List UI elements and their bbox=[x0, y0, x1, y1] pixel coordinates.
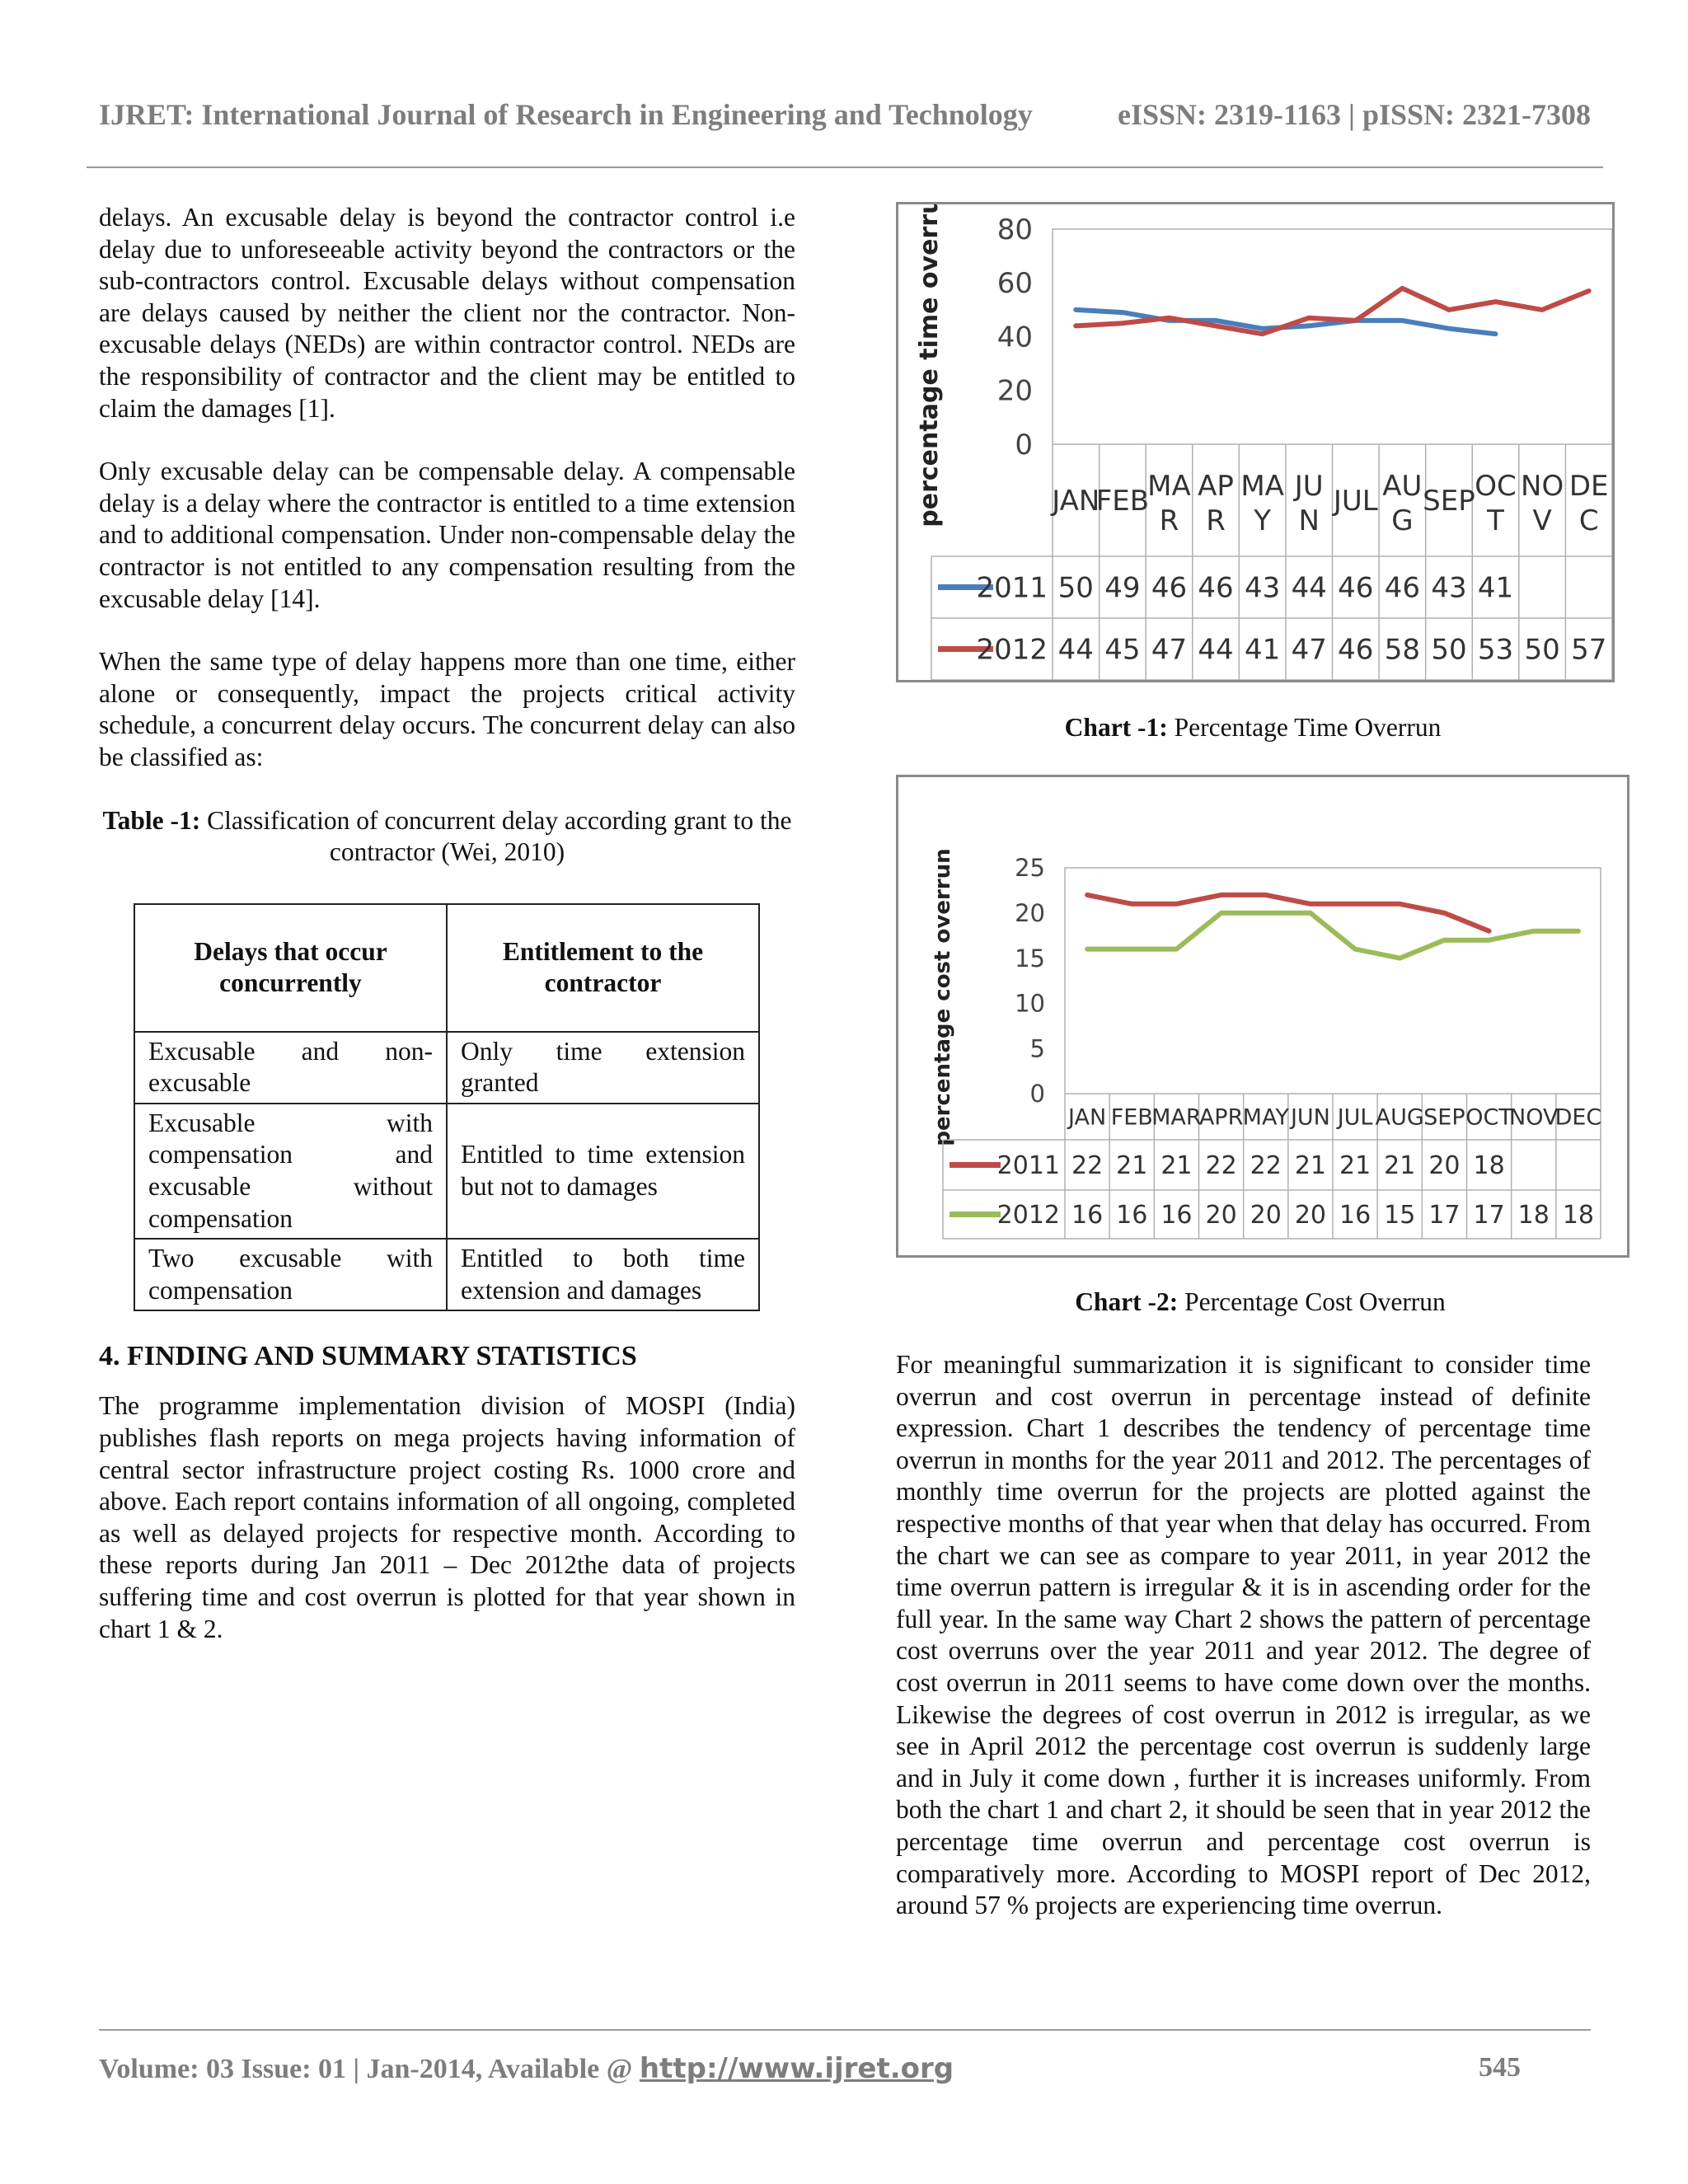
data-table-value: 47 bbox=[1291, 633, 1327, 667]
data-table-value: 50 bbox=[1431, 633, 1467, 667]
footer-volume-text: Volume: 03 Issue: 01 | Jan-2014, Available @ bbox=[99, 2054, 640, 2084]
header-divider bbox=[87, 166, 1603, 168]
category-label: FEB bbox=[1110, 1104, 1153, 1131]
data-table-value: 16 bbox=[1160, 1201, 1193, 1230]
category-label: DEC bbox=[1554, 1104, 1602, 1131]
journal-url-link[interactable]: http://www.ijret.org bbox=[639, 2052, 954, 2085]
category-label: JUL bbox=[1333, 484, 1378, 518]
data-table-value: 20 bbox=[1294, 1201, 1327, 1230]
category-label: SEP bbox=[1423, 1104, 1465, 1131]
y-axis-title: percentage cost overrun bbox=[931, 848, 955, 1146]
y-tick-label: 60 bbox=[996, 267, 1033, 301]
category-label: V bbox=[1532, 504, 1552, 537]
table-cell: Two excusable with compensation bbox=[134, 1239, 447, 1310]
category-label: MAY bbox=[1242, 1104, 1289, 1131]
category-label: T bbox=[1487, 504, 1504, 537]
y-tick-label: 40 bbox=[996, 321, 1033, 354]
data-table-value: 53 bbox=[1477, 633, 1514, 667]
paragraph-excusable-delay: delays. An excusable delay is beyond the contractor control i.e delay due to unforeseeable activity beyond the contractors or the sub-contractors control. Excusable delays without compensation are delays caused by neither the client nor the contractor. Non-excusable delays (NEDs) are within contractor control. NEDs are the responsibility of contractor and the client may be entitled to claim the damages [1]. bbox=[99, 203, 795, 423]
table-caption-label: Table -1: bbox=[102, 805, 201, 835]
category-label: NOV bbox=[1509, 1104, 1559, 1131]
data-table-value: 47 bbox=[1151, 633, 1188, 667]
data-table-value: 17 bbox=[1428, 1201, 1461, 1230]
issn-text: eISSN: 2319-1163 | pISSN: 2321-7308 bbox=[1118, 98, 1591, 131]
legend-label-2011: 2011 bbox=[996, 1151, 1060, 1180]
table-cell: Entitled to time extension but not to damages bbox=[447, 1104, 759, 1239]
table-header-cell: Entitlement to the contractor bbox=[447, 904, 759, 1032]
data-table-value: 50 bbox=[1057, 571, 1094, 605]
category-label: JAN bbox=[1052, 484, 1100, 518]
y-tick-label: 5 bbox=[1029, 1034, 1045, 1063]
category-label: SEP bbox=[1423, 484, 1475, 518]
category-label: AU bbox=[1382, 470, 1423, 503]
data-table-value: 43 bbox=[1431, 571, 1467, 605]
data-table-value: 43 bbox=[1244, 571, 1281, 605]
data-table-value: 46 bbox=[1338, 633, 1374, 667]
chart-2-caption bbox=[896, 1287, 1625, 1317]
footer-volume bbox=[99, 2052, 954, 2085]
data-table-value: 22 bbox=[1205, 1151, 1237, 1180]
legend-label-2012: 2012 bbox=[976, 633, 1048, 667]
table-cell: Entitled to both time extension and damages bbox=[447, 1239, 759, 1310]
data-table-value: 21 bbox=[1160, 1151, 1193, 1180]
data-table-value: 20 bbox=[1205, 1201, 1237, 1230]
data-table-value: 22 bbox=[1071, 1151, 1104, 1180]
data-table-value: 46 bbox=[1384, 571, 1421, 605]
data-table-value: 46 bbox=[1198, 571, 1234, 605]
data-table-value: 50 bbox=[1524, 633, 1560, 667]
table-row bbox=[134, 1032, 759, 1104]
data-table-value: 18 bbox=[1517, 1201, 1550, 1230]
category-label: R bbox=[1159, 504, 1179, 537]
plot-area bbox=[1053, 229, 1612, 444]
table-header-cell: Delays that occur concurrently bbox=[134, 904, 447, 1032]
category-label: OCT bbox=[1465, 1104, 1512, 1131]
chart-2-frame bbox=[896, 775, 1629, 1258]
category-label: APR bbox=[1198, 1104, 1244, 1131]
y-tick-label: 20 bbox=[1015, 898, 1045, 927]
category-label: JUL bbox=[1337, 1104, 1373, 1131]
category-label: OC bbox=[1475, 470, 1517, 503]
data-table-value: 57 bbox=[1571, 633, 1607, 667]
journal-title: IJRET: International Journal of Research in Engineering and Technology bbox=[99, 98, 1033, 131]
category-label: G bbox=[1391, 504, 1414, 537]
data-table-value: 46 bbox=[1151, 571, 1188, 605]
data-table-value: 20 bbox=[1250, 1201, 1282, 1230]
page-number: 545 bbox=[1479, 2052, 1521, 2083]
data-table-value: 41 bbox=[1477, 571, 1514, 605]
data-table-value: 20 bbox=[1428, 1151, 1461, 1180]
data-table-value: 46 bbox=[1338, 571, 1374, 605]
y-axis-title: percentage time overrun bbox=[915, 204, 944, 527]
category-label: JAN bbox=[1068, 1104, 1107, 1131]
data-table-value: 21 bbox=[1294, 1151, 1327, 1180]
data-table-value: 44 bbox=[1198, 633, 1234, 667]
right-column-text bbox=[896, 1349, 1591, 1953]
chart-1-caption bbox=[896, 713, 1610, 743]
left-column bbox=[99, 202, 795, 1676]
series-line-2012 bbox=[1087, 913, 1578, 958]
legend-label-2011: 2011 bbox=[976, 571, 1048, 605]
category-label: MAR bbox=[1151, 1104, 1202, 1131]
data-table-value: 44 bbox=[1057, 633, 1094, 667]
paragraph-compensable-delay: Only excusable delay can be compensable delay. A compensable delay is a delay where the contractor is entitled to a time extension and to additional compensation. Under non-compensable delay the contractor is not entitled to any compensation resulting from the excusable delay [14]. bbox=[99, 457, 795, 613]
data-table-value: 18 bbox=[1473, 1151, 1505, 1180]
data-table-value: 16 bbox=[1071, 1201, 1104, 1230]
data-table-value: 49 bbox=[1104, 571, 1141, 605]
category-label: AUG bbox=[1375, 1104, 1424, 1131]
chart-1-caption-text: Percentage Time Overrun bbox=[1174, 713, 1442, 742]
chart-2-caption-label: Chart -2: bbox=[1075, 1287, 1179, 1316]
y-tick-label: 25 bbox=[1015, 854, 1045, 883]
data-table-value: 16 bbox=[1116, 1201, 1148, 1230]
data-table-value: 58 bbox=[1384, 633, 1421, 667]
data-table-value: 21 bbox=[1384, 1151, 1416, 1180]
data-table-value: 44 bbox=[1291, 571, 1327, 605]
table-cell: Excusable and non-excusable bbox=[134, 1032, 447, 1104]
y-tick-label: 0 bbox=[1015, 428, 1033, 462]
category-label: JUN bbox=[1290, 1104, 1330, 1131]
category-label: MA bbox=[1147, 470, 1191, 503]
table-row bbox=[134, 1104, 759, 1239]
table-cell: Excusable with compensation and excusable without compensation bbox=[134, 1104, 447, 1239]
chart-2-caption-text: Percentage Cost Overrun bbox=[1184, 1287, 1446, 1316]
table-header-row bbox=[134, 904, 759, 1032]
y-tick-label: 15 bbox=[1015, 944, 1045, 972]
paragraph-mospi-reports: The programme implementation division of MOSPI (India) publishes flash reports on mega projects having information of central sector infrastructure project costing Rs. 1000 crore and above. Each report contains information of all ongoing, completed as well as delayed projects for respective month. According to these reports during Jan 2011 – Dec 2012the data of projects suffering time and cost overrun is plotted for that year shown in chart 1 & 2. bbox=[99, 1391, 795, 1643]
series-line-2012 bbox=[1076, 288, 1588, 334]
category-label: N bbox=[1298, 504, 1320, 537]
page-header bbox=[99, 97, 1591, 132]
table-caption-text: Classification of concurrent delay according grant to the contractor (Wei, 2010) bbox=[207, 805, 792, 867]
data-table-value: 18 bbox=[1562, 1201, 1595, 1230]
table-cell: Only time extension granted bbox=[447, 1032, 759, 1104]
category-label: AP bbox=[1198, 470, 1234, 503]
section-heading: 4. FINDING AND SUMMARY STATISTICS bbox=[99, 1341, 637, 1372]
chart-1-frame bbox=[896, 202, 1615, 682]
category-label: DE bbox=[1568, 470, 1609, 503]
data-table-value: 41 bbox=[1244, 633, 1281, 667]
legend-label-2012: 2012 bbox=[996, 1201, 1060, 1230]
data-table-value: 21 bbox=[1116, 1151, 1148, 1180]
data-table-value: 16 bbox=[1339, 1201, 1372, 1230]
category-label: Y bbox=[1254, 504, 1272, 537]
table-row bbox=[134, 1239, 759, 1310]
chart-1-caption-label: Chart -1: bbox=[1064, 713, 1168, 742]
paragraph-concurrent-delay: When the same type of delay happens more than one time, either alone or consequently, impact the projects critical activity schedule, a concurrent delay occurs. The concurrent delay can also be classified as: bbox=[99, 647, 795, 771]
data-table-value: 21 bbox=[1339, 1151, 1372, 1180]
data-table-value: 17 bbox=[1473, 1201, 1505, 1230]
concurrent-delay-table bbox=[134, 903, 760, 1312]
data-table-value: 15 bbox=[1384, 1201, 1416, 1230]
y-tick-label: 0 bbox=[1029, 1080, 1045, 1108]
chart-time-overrun bbox=[898, 204, 1612, 680]
y-tick-label: 80 bbox=[996, 213, 1033, 246]
footer-divider bbox=[99, 2029, 1591, 2031]
category-label: NO bbox=[1521, 470, 1564, 503]
page-footer bbox=[99, 2052, 1521, 2085]
category-label: MA bbox=[1240, 470, 1284, 503]
category-label: FEB bbox=[1095, 484, 1150, 518]
data-table-value: 22 bbox=[1250, 1151, 1282, 1180]
chart-cost-overrun bbox=[898, 777, 1627, 1255]
y-tick-label: 20 bbox=[996, 374, 1033, 408]
y-tick-label: 10 bbox=[1015, 989, 1045, 1018]
data-table-value: 45 bbox=[1104, 633, 1141, 667]
category-label: R bbox=[1206, 504, 1226, 537]
category-label: C bbox=[1578, 504, 1599, 537]
paragraph-chart-discussion: For meaningful summarization it is significant to consider time overrun and cost overrun in percentage instead of definite expression. Chart 1 describes the tendency of percentage time overrun in months for the year 2011 and 2012. The percentages of monthly time overrun for the projects are plotted against the respective months of that year when that delay has occurred. From the chart we can see as compare to year 2011, in year 2012 the time overrun pattern is irregular & it is in ascending order for the full year. In the same way Chart 2 shows the pattern of percentage cost overruns over the year 2011 and year 2012. The degree of cost overrun in 2011 seems to have come down over the months. Likewise the degrees of cost overrun in 2012 is irregular, as we see in April 2012 the percentage cost overrun is suddenly large and in July it come down , further it is increases uniformly. From both the chart 1 and chart 2, it should be seen that in year 2012 the percentage time overrun and percentage cost overrun is comparatively more. According to MOSPI report of Dec 2012, around 57 % projects are experiencing time overrun. bbox=[896, 1350, 1591, 1920]
category-label: JU bbox=[1294, 470, 1324, 503]
table-caption bbox=[99, 805, 795, 869]
